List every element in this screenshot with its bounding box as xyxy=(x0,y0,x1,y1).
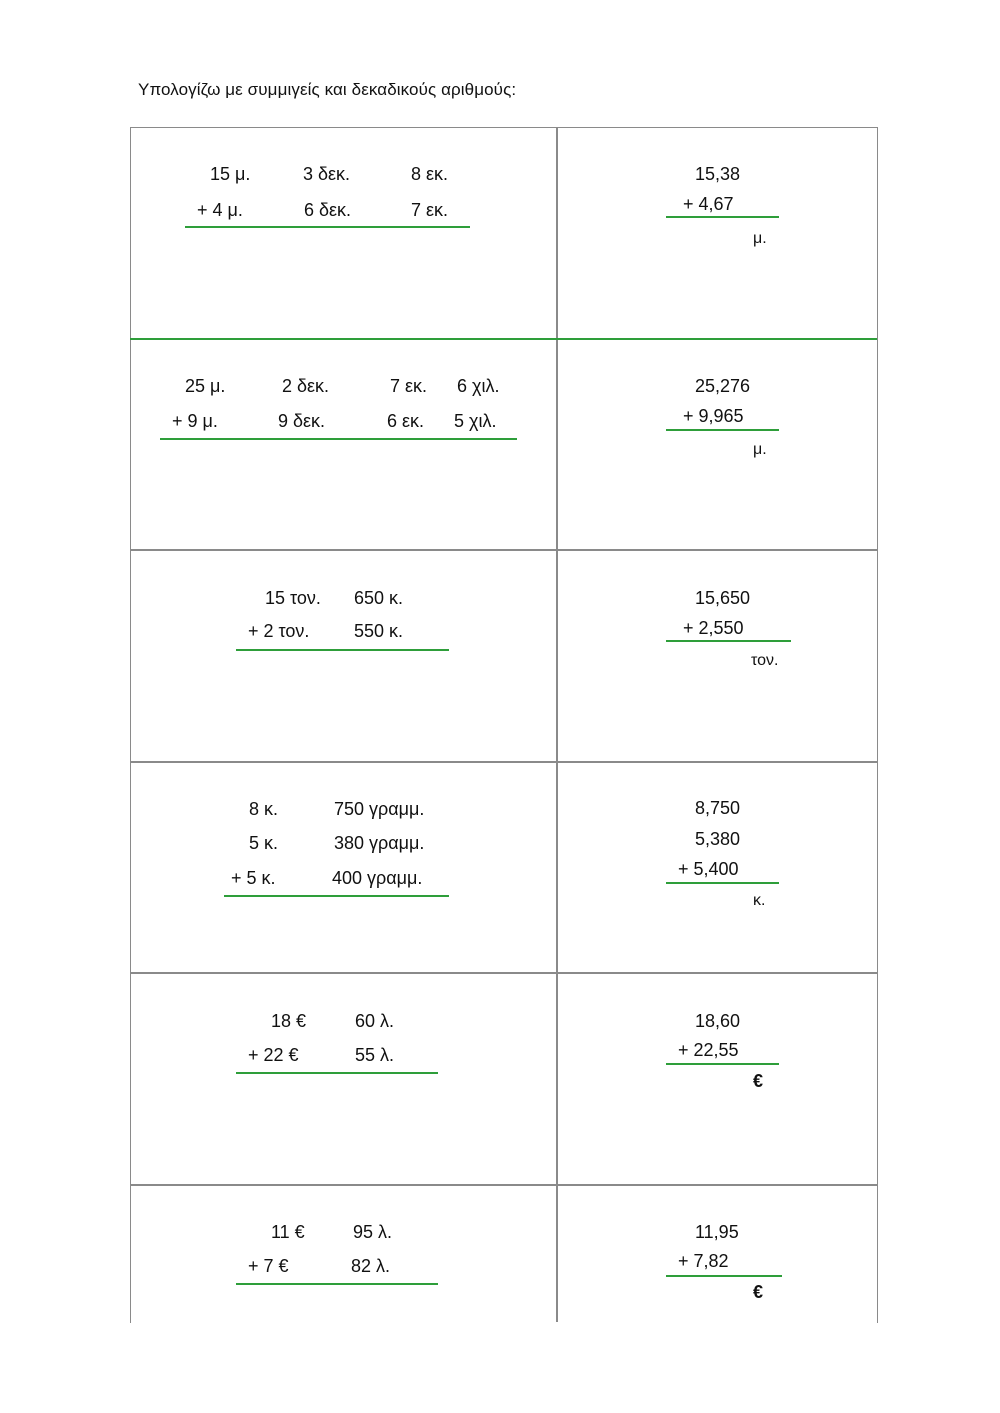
right-value: 25,276 xyxy=(695,376,751,396)
left-value: 60 λ. xyxy=(355,1011,395,1031)
column-divider xyxy=(556,127,558,1322)
left-value: + 2 τον. xyxy=(248,621,310,641)
left-value: 11 € xyxy=(271,1222,305,1242)
left-value: 6 δεκ. xyxy=(304,200,352,220)
left-value: 8 κ. xyxy=(249,799,279,819)
left-value: 6 χιλ. xyxy=(457,376,500,396)
row-divider xyxy=(130,338,877,340)
right-value: + 5,400 xyxy=(678,859,739,879)
left-value: + 4 μ. xyxy=(197,200,243,220)
left-value: 8 εκ. xyxy=(411,164,449,184)
right-value: 8,750 xyxy=(695,798,741,818)
row-divider xyxy=(130,549,877,551)
left-value: + 9 μ. xyxy=(172,411,218,431)
unit-label: € xyxy=(753,1071,764,1091)
left-value: 9 δεκ. xyxy=(278,411,326,431)
left-value: 5 χιλ. xyxy=(454,411,497,431)
left-value: 5 κ. xyxy=(249,833,279,853)
sum-line xyxy=(160,438,517,440)
sum-line xyxy=(236,1283,438,1285)
right-value: 11,95 xyxy=(695,1222,739,1242)
row-divider xyxy=(130,1184,877,1186)
right-value: 15,650 xyxy=(695,588,751,608)
sum-line xyxy=(666,1063,779,1065)
right-value: + 4,67 xyxy=(683,194,734,214)
exercise-grid xyxy=(130,127,878,1323)
sum-line xyxy=(666,640,791,642)
left-value: 6 εκ. xyxy=(387,411,425,431)
unit-label: μ. xyxy=(753,441,767,458)
left-value: 750 γραμμ. xyxy=(334,799,425,819)
left-value: 400 γραμμ. xyxy=(332,868,423,888)
left-value: 82 λ. xyxy=(351,1256,391,1276)
left-value: 3 δεκ. xyxy=(303,164,351,184)
left-value: + 22 € xyxy=(248,1045,299,1065)
sum-line xyxy=(224,895,449,897)
right-value: + 9,965 xyxy=(683,406,744,426)
left-value: 95 λ. xyxy=(353,1222,393,1242)
left-value: 55 λ. xyxy=(355,1045,395,1065)
left-value: 15 τον. xyxy=(265,588,321,608)
right-value: + 7,82 xyxy=(678,1251,729,1271)
sum-line xyxy=(666,882,779,884)
left-value: + 7 € xyxy=(248,1256,289,1276)
left-value: 2 δεκ. xyxy=(282,376,330,396)
unit-label: κ. xyxy=(753,892,766,909)
left-value: 7 εκ. xyxy=(390,376,428,396)
left-value: + 5 κ. xyxy=(231,868,276,888)
unit-label: μ. xyxy=(753,230,767,247)
right-value: 5,380 xyxy=(695,829,741,849)
left-value: 15 μ. xyxy=(210,164,251,184)
sum-line xyxy=(666,429,779,431)
sum-line xyxy=(666,216,779,218)
left-value: 650 κ. xyxy=(354,588,404,608)
right-value: + 22,55 xyxy=(678,1040,739,1060)
left-value: 25 μ. xyxy=(185,376,226,396)
unit-label: τον. xyxy=(751,652,779,669)
left-value: 550 κ. xyxy=(354,621,404,641)
right-value: 15,38 xyxy=(695,164,741,184)
worksheet-title: Υπολογίζω με συμμιγείς και δεκαδικούς αριθμούς: xyxy=(138,80,517,99)
sum-line xyxy=(236,1072,438,1074)
left-value: 7 εκ. xyxy=(411,200,449,220)
right-value: + 2,550 xyxy=(683,618,744,638)
right-value: 18,60 xyxy=(695,1011,741,1031)
sum-line xyxy=(666,1275,782,1277)
unit-label: € xyxy=(753,1282,764,1302)
left-value: 18 € xyxy=(271,1011,307,1031)
sum-line xyxy=(236,649,449,651)
sum-line xyxy=(185,226,470,228)
left-value: 380 γραμμ. xyxy=(334,833,425,853)
row-divider xyxy=(130,761,877,763)
row-divider xyxy=(130,972,877,974)
